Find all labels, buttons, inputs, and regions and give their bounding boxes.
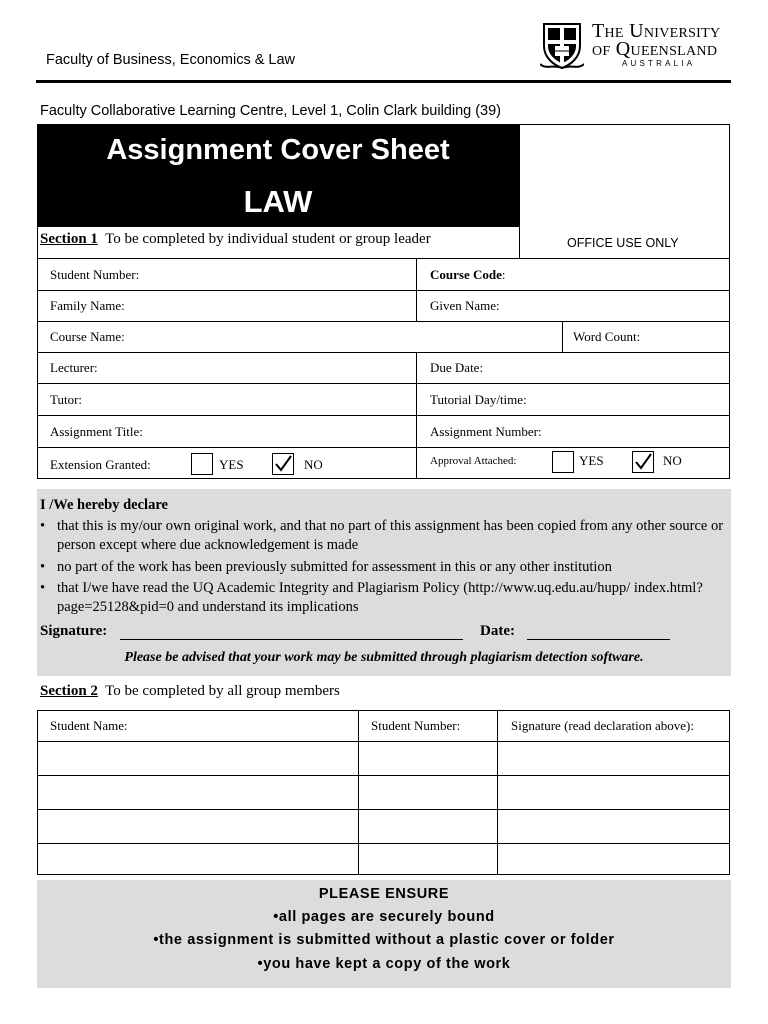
university-name-line1: The University	[592, 20, 721, 42]
approval-attached-label: Approval Attached:	[430, 455, 517, 467]
section2-heading	[40, 683, 340, 700]
table-row-cell-number[interactable]	[359, 810, 497, 843]
table-row-cell-name[interactable]	[38, 742, 358, 775]
form-row-divider	[37, 290, 730, 291]
university-crest-icon	[540, 20, 584, 70]
declaration-heading: I /We hereby declare	[40, 497, 168, 513]
column-header-student-number: Student Number:	[371, 718, 461, 733]
table-row-cell-name[interactable]	[38, 776, 358, 809]
form-row-divider	[37, 352, 730, 353]
signature-label: Signature:	[40, 623, 108, 639]
table-row-cell-number[interactable]	[359, 776, 497, 809]
course-code-label: Course Code	[430, 267, 502, 282]
extension-granted-label: Extension Granted:	[50, 457, 151, 472]
family-name-field[interactable]: Family Name:	[50, 298, 125, 313]
section1-heading	[40, 231, 431, 248]
checkmark-icon	[633, 452, 653, 472]
table-row-cell-signature[interactable]	[498, 844, 729, 874]
location-text: Faculty Collaborative Learning Centre, Level 1, Colin Clark building (39)	[40, 103, 502, 119]
column-header-student-name: Student Name:	[50, 718, 128, 733]
course-code-colon: :	[501, 267, 506, 282]
table-row-cell-signature[interactable]	[498, 776, 729, 809]
table-row-cell-name[interactable]	[38, 810, 358, 843]
section2-label: Section 2	[40, 683, 98, 699]
date-label: Date:	[480, 623, 515, 639]
header-rule	[36, 80, 731, 83]
faculty-name: Faculty of Business, Economics & Law	[46, 52, 296, 68]
given-name-field[interactable]: Given Name:	[430, 298, 500, 313]
extension-no-checkbox[interactable]	[272, 453, 294, 475]
form-column-divider	[416, 352, 417, 479]
title-banner	[37, 124, 519, 227]
university-logo	[540, 18, 730, 72]
table-row-cell-number[interactable]	[359, 844, 497, 874]
word-count-field[interactable]: Word Count:	[573, 329, 641, 344]
declaration-bullet-text: that this is my/our own original work, and that no part of this assignment has been copied from any other source or person except where due acknowledgement is made	[57, 518, 724, 553]
form-row-divider	[37, 383, 730, 384]
form-column-divider	[562, 321, 563, 352]
declaration-bullet-text: that I/we have read the UQ Academic Integrity and Plagiarism Policy (http://www.uq.edu.au/hupp/ index.html?page=25128&pid=0 and understand its implications	[57, 580, 703, 615]
assignment-number-field[interactable]: Assignment Number:	[430, 424, 542, 439]
section1-label: Section 1	[40, 231, 98, 247]
section2-text: To be completed by all group members	[105, 683, 340, 699]
bullet-icon: •	[40, 580, 46, 596]
bullet-icon: •	[40, 559, 46, 575]
tutorial-day-field[interactable]: Tutorial Day/time:	[430, 392, 527, 407]
extension-yes-label: YES	[219, 457, 244, 472]
ensure-item: •all pages are securely bound	[273, 909, 495, 925]
form-row-divider	[37, 415, 730, 416]
ensure-item: •you have kept a copy of the work	[257, 956, 511, 972]
column-header-signature: Signature (read declaration above):	[511, 718, 694, 733]
student-details-form	[37, 259, 730, 479]
extension-no-label: NO	[304, 457, 323, 472]
form-column-divider	[416, 259, 417, 321]
ensure-heading: PLEASE ENSURE	[318, 886, 450, 902]
due-date-field[interactable]: Due Date:	[430, 360, 484, 375]
table-row-cell-name[interactable]	[38, 844, 358, 874]
declaration-bullet-text: no part of the work has been previously submitted for assessment in this or any other institution	[57, 559, 612, 575]
approval-yes-checkbox[interactable]	[552, 451, 574, 473]
plagiarism-advice: Please be advised that your work may be submitted through plagiarism detection software.	[124, 650, 644, 665]
course-name-field[interactable]: Course Name:	[50, 329, 125, 344]
form-row-divider	[37, 321, 730, 322]
extension-yes-checkbox[interactable]	[191, 453, 213, 475]
course-code-field[interactable]	[430, 267, 505, 283]
university-country: AUSTRALIA	[622, 59, 696, 68]
table-row-cell-signature[interactable]	[498, 810, 729, 843]
office-use-label: OFFICE USE ONLY	[567, 236, 679, 250]
bullet-icon: •	[40, 518, 46, 534]
lecturer-field[interactable]: Lecturer:	[50, 360, 98, 375]
approval-no-checkbox[interactable]	[632, 451, 654, 473]
table-row-cell-signature[interactable]	[498, 742, 729, 775]
page-subtitle: LAW	[243, 184, 313, 219]
form-row-divider	[37, 447, 730, 448]
university-name-line2: of Queensland	[592, 38, 718, 60]
assignment-title-field[interactable]: Assignment Title:	[50, 424, 143, 439]
checkmark-icon	[273, 454, 293, 474]
approval-yes-label: YES	[579, 453, 604, 468]
date-field[interactable]	[527, 639, 670, 640]
ensure-item: •the assignment is submitted without a plastic cover or folder	[153, 932, 615, 948]
student-number-field[interactable]: Student Number:	[50, 267, 140, 282]
table-row-cell-number[interactable]	[359, 742, 497, 775]
page-title: Assignment Cover Sheet	[106, 134, 450, 166]
tutor-field[interactable]: Tutor:	[50, 392, 83, 407]
signature-field[interactable]	[120, 639, 463, 640]
approval-no-label: NO	[663, 453, 682, 468]
section1-text: To be completed by individual student or group leader	[105, 231, 431, 247]
